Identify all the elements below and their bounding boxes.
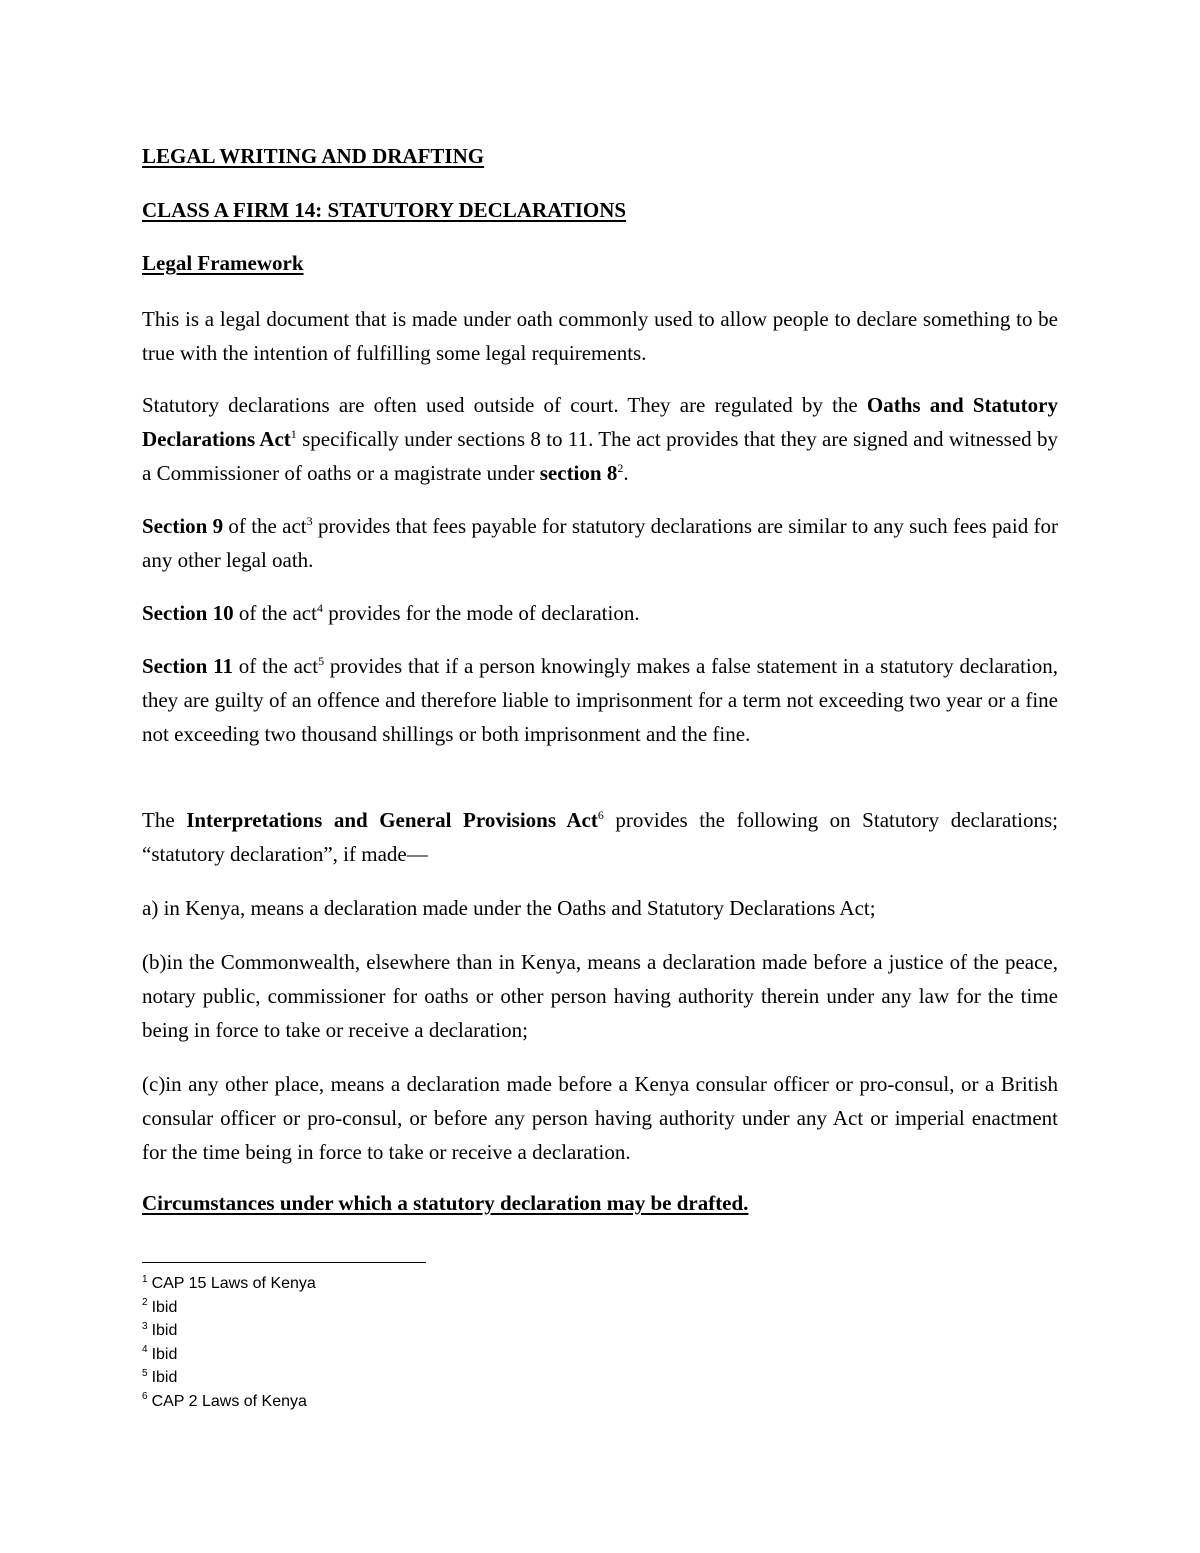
footnote-ref-2: 2 (617, 461, 624, 475)
footnote-number: 2 (142, 1297, 148, 1309)
list-item-b: (b)in the Commonwealth, elsewhere than in Kenya, means a declaration made before a justice of the peace, notary public, commissioner for oaths or other person having authority therein under any law for the time being in force to take or receive a declaration; (142, 950, 1058, 1042)
footnote-separator (142, 1262, 426, 1263)
document-subtitle: CLASS A FIRM 14: STATUTORY DECLARATIONS (142, 198, 627, 222)
footnote-text: CAP 2 Laws of Kenya (151, 1392, 307, 1410)
section-8-ref: section 8 (539, 461, 618, 485)
p2-text-2: specifically under sections 8 to 11. The act provides that they are signed and witnessed by a Commissioner of oaths or a magistrate under (142, 427, 1058, 485)
footnote-ref-6: 6 (597, 808, 604, 822)
paragraph-section-11 (142, 649, 1058, 751)
footnote-number: 6 (142, 1391, 148, 1403)
footnote-item (142, 1390, 316, 1414)
footnote-item (142, 1366, 316, 1390)
paragraph-section-10 (142, 596, 1058, 630)
footnote-number: 1 (142, 1273, 148, 1285)
section-11-label: Section 11 (142, 654, 233, 678)
act-name-oaths: Oaths and Statutory Declarations Act (142, 393, 1058, 451)
p5-text-1: of the act (232, 654, 319, 678)
paragraph-regulation (142, 388, 1058, 490)
p3-text-1: of the act (223, 514, 307, 538)
document-title: LEGAL WRITING AND DRAFTING (142, 144, 485, 168)
paragraph-interpretations-act (142, 803, 1058, 871)
footnote-number: 3 (142, 1320, 148, 1332)
p2-text-3: . (623, 461, 629, 485)
footnote-item (142, 1272, 316, 1296)
footnote-text: Ibid (151, 1345, 178, 1363)
footnote-ref-4: 4 (316, 601, 323, 615)
p5-text-2: provides that if a person knowingly makes a false statement in a statutory declaration, they are guilty of an offence and therefore liable to imprisonment for a term not exceeding two year or a fine not exceeding two thousand shillings or both imprisonment and the fine. (142, 654, 1058, 746)
footnote-text: Ibid (151, 1369, 178, 1386)
act-name-interpretations: Interpretations and General Provisions Act (186, 808, 598, 832)
footnotes-list (142, 1272, 316, 1413)
list-item-a: a) in Kenya, means a declaration made under the Oaths and Statutory Declarations Act; (142, 896, 876, 920)
p4-text-1: of the act (233, 601, 317, 625)
section-heading-legal-framework: Legal Framework (142, 251, 304, 275)
footnote-ref-3: 3 (306, 514, 313, 528)
p4-text-2: provides for the mode of declaration. (322, 601, 640, 625)
footnote-text: Ibid (151, 1298, 178, 1316)
footnote-number: 5 (142, 1367, 148, 1379)
p6-text-2: provides the following on Statutory declarations; “statutory declaration”, if made— (142, 808, 1058, 866)
section-heading-circumstances: Circumstances under which a statutory declaration may be drafted. (142, 1191, 749, 1215)
footnote-item (142, 1296, 316, 1320)
footnote-item (142, 1343, 316, 1367)
footnote-text: Ibid (151, 1322, 178, 1339)
footnote-ref-5: 5 (318, 654, 325, 668)
p3-text-2: provides that fees payable for statutory declarations are similar to any such fees paid for any other legal oath. (142, 514, 1058, 572)
footnote-number: 4 (142, 1344, 148, 1356)
paragraph-section-9 (142, 509, 1058, 577)
section-9-label: Section 9 (142, 514, 224, 538)
section-10-label: Section 10 (142, 601, 234, 625)
paragraph-definition: This is a legal document that is made under oath commonly used to allow people to declare something to be true with the intention of fulfilling some legal requirements. (142, 307, 1058, 365)
footnote-ref-1: 1 (290, 427, 297, 441)
p6-text-1: The (142, 808, 187, 832)
footnote-text: CAP 15 Laws of Kenya (151, 1275, 316, 1292)
list-item-c: (c)in any other place, means a declaration made before a Kenya consular officer or pro-consul, or a British consular officer or pro-consul, or before any person having authority under any Act or imperial enactment for the time being in force to take or receive a declaration. (142, 1072, 1058, 1164)
footnote-item (142, 1319, 316, 1343)
p2-text-1: Statutory declarations are often used outside of court. They are regulated by the (142, 393, 867, 417)
